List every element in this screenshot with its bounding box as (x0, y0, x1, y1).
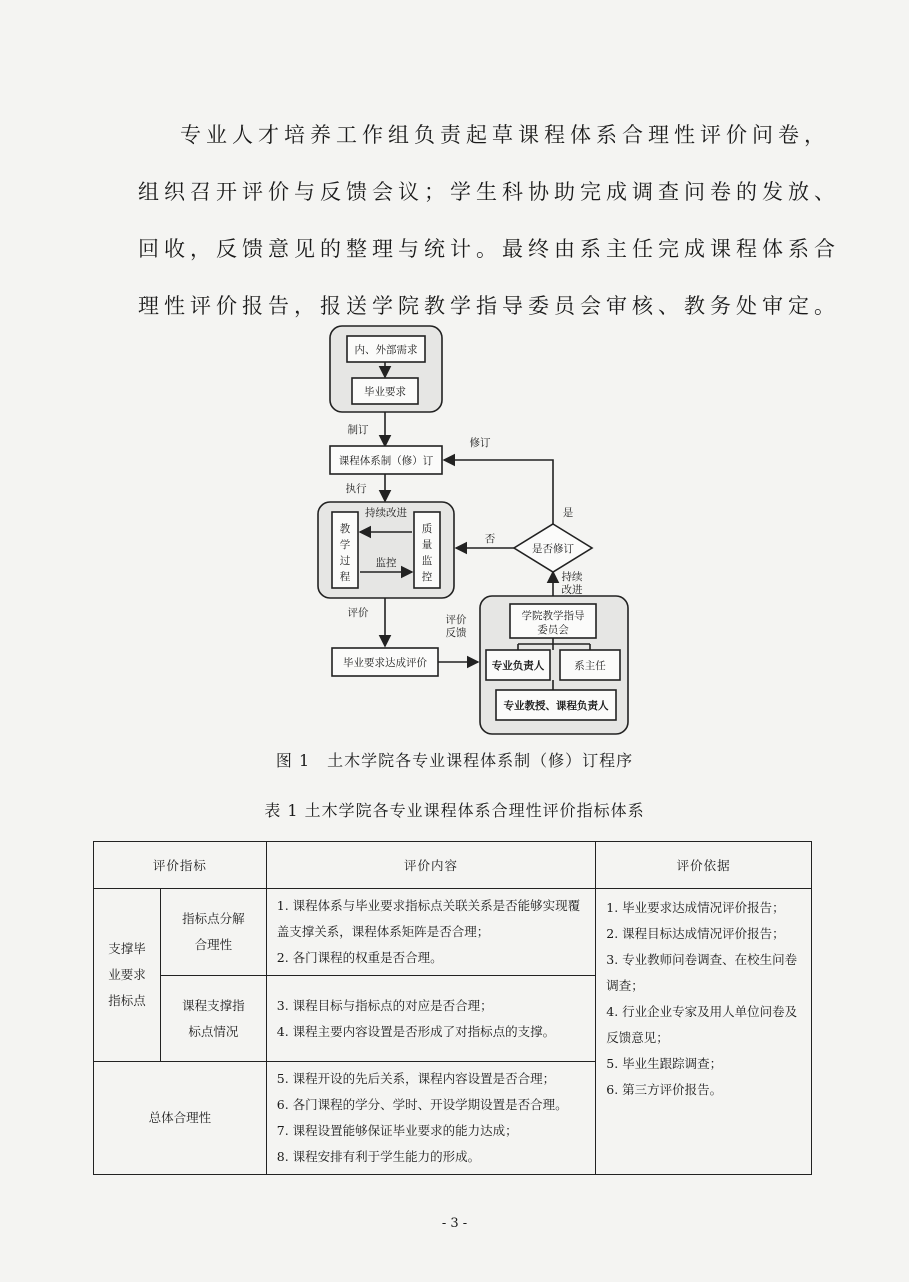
inner-req-label: 内、外部需求 (354, 344, 418, 356)
basis-item: 5. 毕业生跟踪调查； (606, 1056, 723, 1071)
evaluation-table (93, 841, 812, 1175)
sub1-label-cell (160, 889, 266, 976)
overall-content-cell (266, 1062, 596, 1175)
sub2-label-line: 课程支撑指 (182, 997, 245, 1013)
content-item: 5. 课程开设的先后关系，课程内容设置是否合理； (276, 1071, 556, 1086)
content-item: 8. 课程安排有利于学生能力的形成。 (276, 1149, 481, 1164)
table-caption: 表 1 土木学院各专业课程体系合理性评价指标体系 (264, 801, 645, 820)
content-item: 1. 课程体系与毕业要求指标点关联关系是否能够实现覆盖支撑关系，课程体系矩阵是否合理； (276, 898, 581, 939)
group-label-line: 指标点 (108, 993, 146, 1008)
teaching-char: 学 (339, 539, 351, 551)
committee-label-1: 学院教学指导 (521, 610, 585, 622)
chixu-label: 持续 (561, 571, 583, 583)
teaching-char: 教 (339, 523, 351, 535)
header-content: 评价内容 (266, 842, 596, 889)
fou-label: 否 (484, 533, 496, 545)
grad-req-label: 毕业要求 (364, 386, 406, 398)
table-header-row (94, 842, 812, 889)
table-row (94, 889, 812, 976)
paragraph-line: 专业人才培养工作组负责起草课程体系合理性评价问卷， (180, 123, 830, 147)
teaching-char: 程 (339, 571, 351, 583)
content-item: 6. 各门课程的学分、学时、开设学期设置是否合理。 (276, 1097, 568, 1112)
sub2-label-cell (160, 976, 266, 1062)
committee-label-2: 委员会 (537, 624, 569, 636)
chixu-gaijin-label: 持续改进 (365, 507, 407, 519)
pingjia-label: 评价 (347, 607, 369, 619)
sub2-content-cell (266, 976, 596, 1062)
basis-item: 6. 第三方评价报告。 (606, 1082, 723, 1097)
header-basis: 评价依据 (596, 842, 812, 889)
quality-char: 控 (421, 571, 433, 583)
basis-item: 3. 专业教师问卷调查、在校生问卷调查； (606, 952, 798, 993)
achievement-label: 毕业要求达成评价 (343, 657, 427, 669)
content-item: 3. 课程目标与指标点的对应是否合理； (276, 997, 493, 1013)
group-label-line: 业要求 (108, 967, 146, 982)
paragraph-line: 理性评价报告，报送学院教学指导委员会审核、教务处审定。 (138, 294, 840, 318)
figure-caption: 图 1 土木学院各专业课程体系制（修）订程序 (275, 751, 634, 770)
shi-label: 是 (562, 507, 574, 519)
basis-item: 2. 课程目标达成情况评价报告； (606, 926, 785, 941)
major-head-label: 专业负责人 (491, 660, 545, 672)
xiuding-label: 修订 (469, 437, 491, 449)
group-label-line: 支撑毕 (108, 941, 146, 956)
pingjia-feedback-label: 评价 (445, 614, 467, 626)
teaching-char: 过 (339, 555, 351, 567)
paragraph-line: 组织召开评价与反馈会议；学生科协助完成调查问卷的发放、 (138, 180, 840, 204)
overall-label-cell: 总体合理性 (94, 1062, 267, 1175)
revise-decision-label: 是否修订 (532, 543, 574, 555)
content-item: 4. 课程主要内容设置是否形成了对指标点的支撑。 (276, 1023, 556, 1039)
curriculum-label: 课程体系制（修）订 (338, 455, 434, 467)
content-item: 2. 各门课程的权重是否合理。 (276, 950, 443, 965)
basis-cell (596, 889, 812, 1175)
intro-paragraph (138, 122, 840, 350)
feedback-label: 反馈 (445, 627, 467, 639)
quality-char: 监 (421, 555, 433, 567)
gaijin-label: 改进 (561, 584, 583, 596)
basis-item: 4. 行业企业专家及用人单位问卷及反馈意见； (606, 1004, 798, 1045)
sub2-label-line: 标点情况 (188, 1023, 239, 1039)
quality-char: 质 (421, 523, 433, 535)
group-label-cell (94, 889, 161, 1062)
basis-item: 1. 毕业要求达成情况评价报告； (606, 900, 785, 915)
jiankong-label: 监控 (375, 557, 397, 569)
curriculum-flowchart (300, 320, 640, 740)
zhiding-label: 制订 (347, 424, 369, 436)
sub1-content-cell (266, 889, 596, 976)
paragraph-line: 回收，反馈意见的整理与统计。最终由系主任完成课程体系合 (138, 237, 840, 261)
teachers-label: 专业教授、课程负责人 (503, 700, 609, 712)
zhixing-label: 执行 (345, 483, 367, 495)
quality-char: 量 (421, 539, 433, 551)
content-item: 7. 课程设置能够保证毕业要求的能力达成； (276, 1123, 518, 1138)
header-indicator: 评价指标 (94, 842, 267, 889)
sub1-label-line: 合理性 (194, 937, 233, 952)
page-number: - 3 - (441, 1216, 468, 1231)
sub1-label-line: 指标点分解 (182, 911, 245, 926)
dept-head-label: 系主任 (574, 660, 606, 672)
